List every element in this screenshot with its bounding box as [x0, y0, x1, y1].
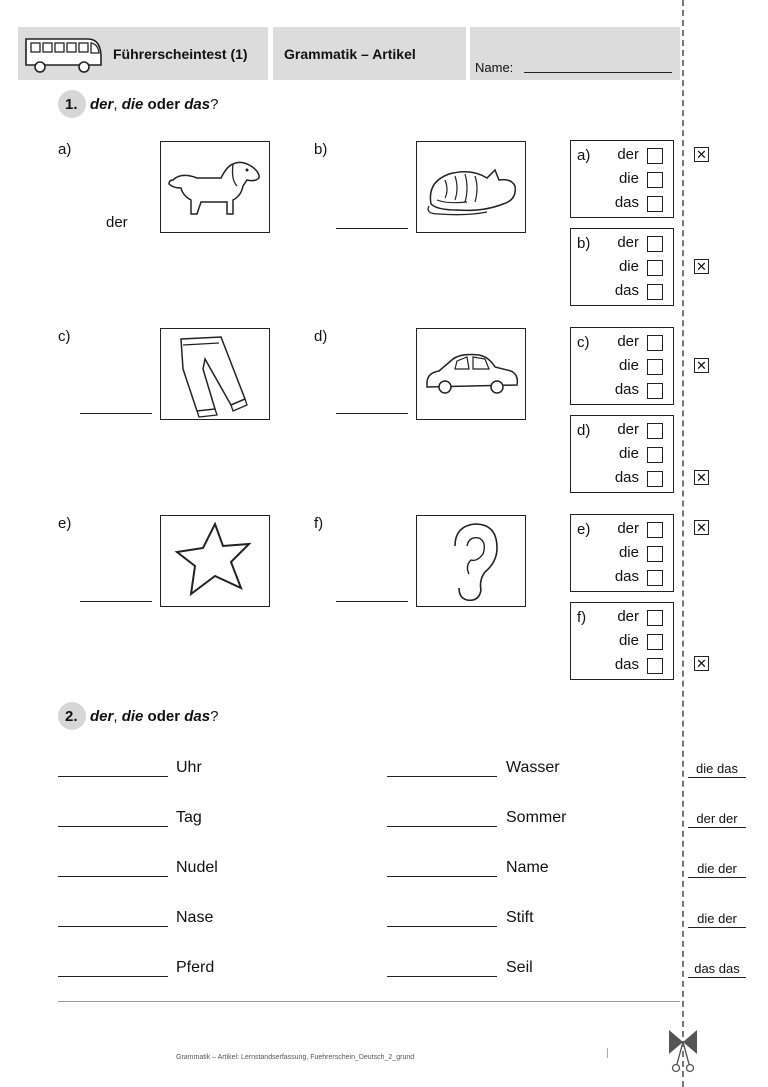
row1-left-blank[interactable]	[58, 776, 168, 777]
choice-box-b	[570, 228, 674, 306]
cat-icon	[417, 142, 525, 232]
choice-e-das: das	[614, 568, 639, 585]
name-label: Name:	[475, 60, 514, 75]
solution-b-check-icon: ✕	[694, 259, 709, 274]
choice-box-d	[570, 415, 674, 493]
choice-f-der-checkbox[interactable]	[647, 610, 663, 626]
choice-f-das: das	[614, 656, 639, 673]
choice-d-der: der	[617, 421, 639, 438]
choice-a-die-checkbox[interactable]	[647, 172, 663, 188]
item-a-label: a)	[58, 141, 72, 158]
choice-f-das-checkbox[interactable]	[647, 658, 663, 674]
row1-right-blank[interactable]	[387, 776, 497, 777]
trousers-picture	[160, 328, 270, 420]
row5-right-noun: Seil	[506, 959, 533, 976]
row3-left-blank[interactable]	[58, 876, 168, 877]
car-icon	[417, 329, 525, 419]
choice-c-das: das	[614, 381, 639, 398]
worksheet-title: Führerscheintest (1)	[113, 46, 248, 62]
solution-a-check-icon: ✕	[694, 147, 709, 162]
choice-d-die-checkbox[interactable]	[647, 447, 663, 463]
item-a-answer: der	[106, 214, 128, 231]
choice-c-der-checkbox[interactable]	[647, 335, 663, 351]
footer-mark	[607, 1048, 608, 1058]
dog-picture	[160, 141, 270, 233]
choice-b-letter: b)	[577, 235, 591, 252]
row5-left-blank[interactable]	[58, 976, 168, 977]
scissors-icon	[667, 1026, 699, 1074]
choice-box-c	[570, 327, 674, 405]
ear-icon	[417, 516, 525, 606]
solution-c-check-icon: ✕	[694, 358, 709, 373]
choice-a-die: die	[618, 170, 639, 187]
trousers-icon	[161, 329, 269, 419]
item-d-answer-line[interactable]	[336, 413, 408, 414]
choice-box-f	[570, 602, 674, 680]
choice-b-das-checkbox[interactable]	[647, 284, 663, 300]
section2-number: 2.	[65, 708, 78, 725]
choice-e-letter: e)	[577, 521, 591, 538]
choice-box-e	[570, 514, 674, 592]
star-icon	[161, 516, 269, 606]
item-e-answer-line[interactable]	[80, 601, 152, 602]
row1-right-noun: Wasser	[506, 759, 560, 776]
choice-c-das-checkbox[interactable]	[647, 383, 663, 399]
worksheet-subject: Grammatik – Artikel	[284, 46, 416, 62]
solution-f-check-icon: ✕	[694, 656, 709, 671]
choice-d-letter: d)	[577, 422, 591, 439]
choice-c-die-checkbox[interactable]	[647, 359, 663, 375]
choice-d-die: die	[618, 445, 639, 462]
row5-left-noun: Pferd	[176, 959, 215, 976]
row4-left-noun: Nase	[176, 909, 214, 926]
choice-a-letter: a)	[577, 147, 591, 164]
choice-a-der-checkbox[interactable]	[647, 148, 663, 164]
section1-number: 1.	[65, 96, 78, 113]
choice-e-der-checkbox[interactable]	[647, 522, 663, 538]
row5-solution: das das	[688, 961, 746, 978]
row3-left-noun: Nudel	[176, 859, 218, 876]
choice-b-die: die	[618, 258, 639, 275]
choice-e-der: der	[617, 520, 639, 537]
row2-solution: der der	[688, 811, 746, 828]
item-e-label: e)	[58, 515, 72, 532]
row4-right-noun: Stift	[506, 909, 534, 926]
row1-solution: die das	[688, 761, 746, 778]
choice-c-letter: c)	[577, 334, 590, 351]
section2-title: der, die oder das?	[90, 708, 219, 725]
choice-d-der-checkbox[interactable]	[647, 423, 663, 439]
cut-line	[682, 0, 684, 1087]
choice-d-das-checkbox[interactable]	[647, 471, 663, 487]
row3-right-noun: Name	[506, 859, 549, 876]
choice-b-die-checkbox[interactable]	[647, 260, 663, 276]
choice-c-die: die	[618, 357, 639, 374]
name-field[interactable]	[524, 72, 672, 73]
car-picture	[416, 328, 526, 420]
row4-left-blank[interactable]	[58, 926, 168, 927]
item-c-label: c)	[58, 328, 71, 345]
choice-c-der: der	[617, 333, 639, 350]
choice-f-die: die	[618, 632, 639, 649]
section1-title: der, die oder das?	[90, 96, 219, 113]
choice-a-das-checkbox[interactable]	[647, 196, 663, 212]
choice-b-das: das	[614, 282, 639, 299]
item-f-answer-line[interactable]	[336, 601, 408, 602]
row5-right-blank[interactable]	[387, 976, 497, 977]
solution-d-check-icon: ✕	[694, 470, 709, 485]
choice-box-a	[570, 140, 674, 218]
choice-b-der-checkbox[interactable]	[647, 236, 663, 252]
bus-icon	[22, 33, 104, 77]
item-d-label: d)	[314, 328, 328, 345]
choice-f-letter: f)	[577, 609, 587, 626]
choice-f-der: der	[617, 608, 639, 625]
footer-divider	[58, 1001, 680, 1002]
row2-right-blank[interactable]	[387, 826, 497, 827]
item-b-label: b)	[314, 141, 328, 158]
choice-a-das: das	[614, 194, 639, 211]
choice-e-die-checkbox[interactable]	[647, 546, 663, 562]
row2-left-blank[interactable]	[58, 826, 168, 827]
cat-picture	[416, 141, 526, 233]
row3-solution: die der	[688, 861, 746, 878]
item-f-label: f)	[314, 515, 324, 532]
row2-left-noun: Tag	[176, 809, 202, 826]
item-b-answer-line[interactable]	[336, 228, 408, 229]
dog-icon	[161, 142, 269, 232]
choice-e-das-checkbox[interactable]	[647, 570, 663, 586]
choice-e-die: die	[618, 544, 639, 561]
star-picture	[160, 515, 270, 607]
row1-left-noun: Uhr	[176, 759, 202, 776]
footer-text: Grammatik – Artikel: Lernstandserfassung, Fuehrerschein_Deutsch_2_grund	[176, 1054, 415, 1061]
ear-picture	[416, 515, 526, 607]
item-c-answer-line[interactable]	[80, 413, 152, 414]
row3-right-blank[interactable]	[387, 876, 497, 877]
choice-b-der: der	[617, 234, 639, 251]
row4-solution: die der	[688, 911, 746, 928]
choice-d-das: das	[614, 469, 639, 486]
choice-a-der: der	[617, 146, 639, 163]
row4-right-blank[interactable]	[387, 926, 497, 927]
row2-right-noun: Sommer	[506, 809, 567, 826]
solution-e-check-icon: ✕	[694, 520, 709, 535]
choice-f-die-checkbox[interactable]	[647, 634, 663, 650]
